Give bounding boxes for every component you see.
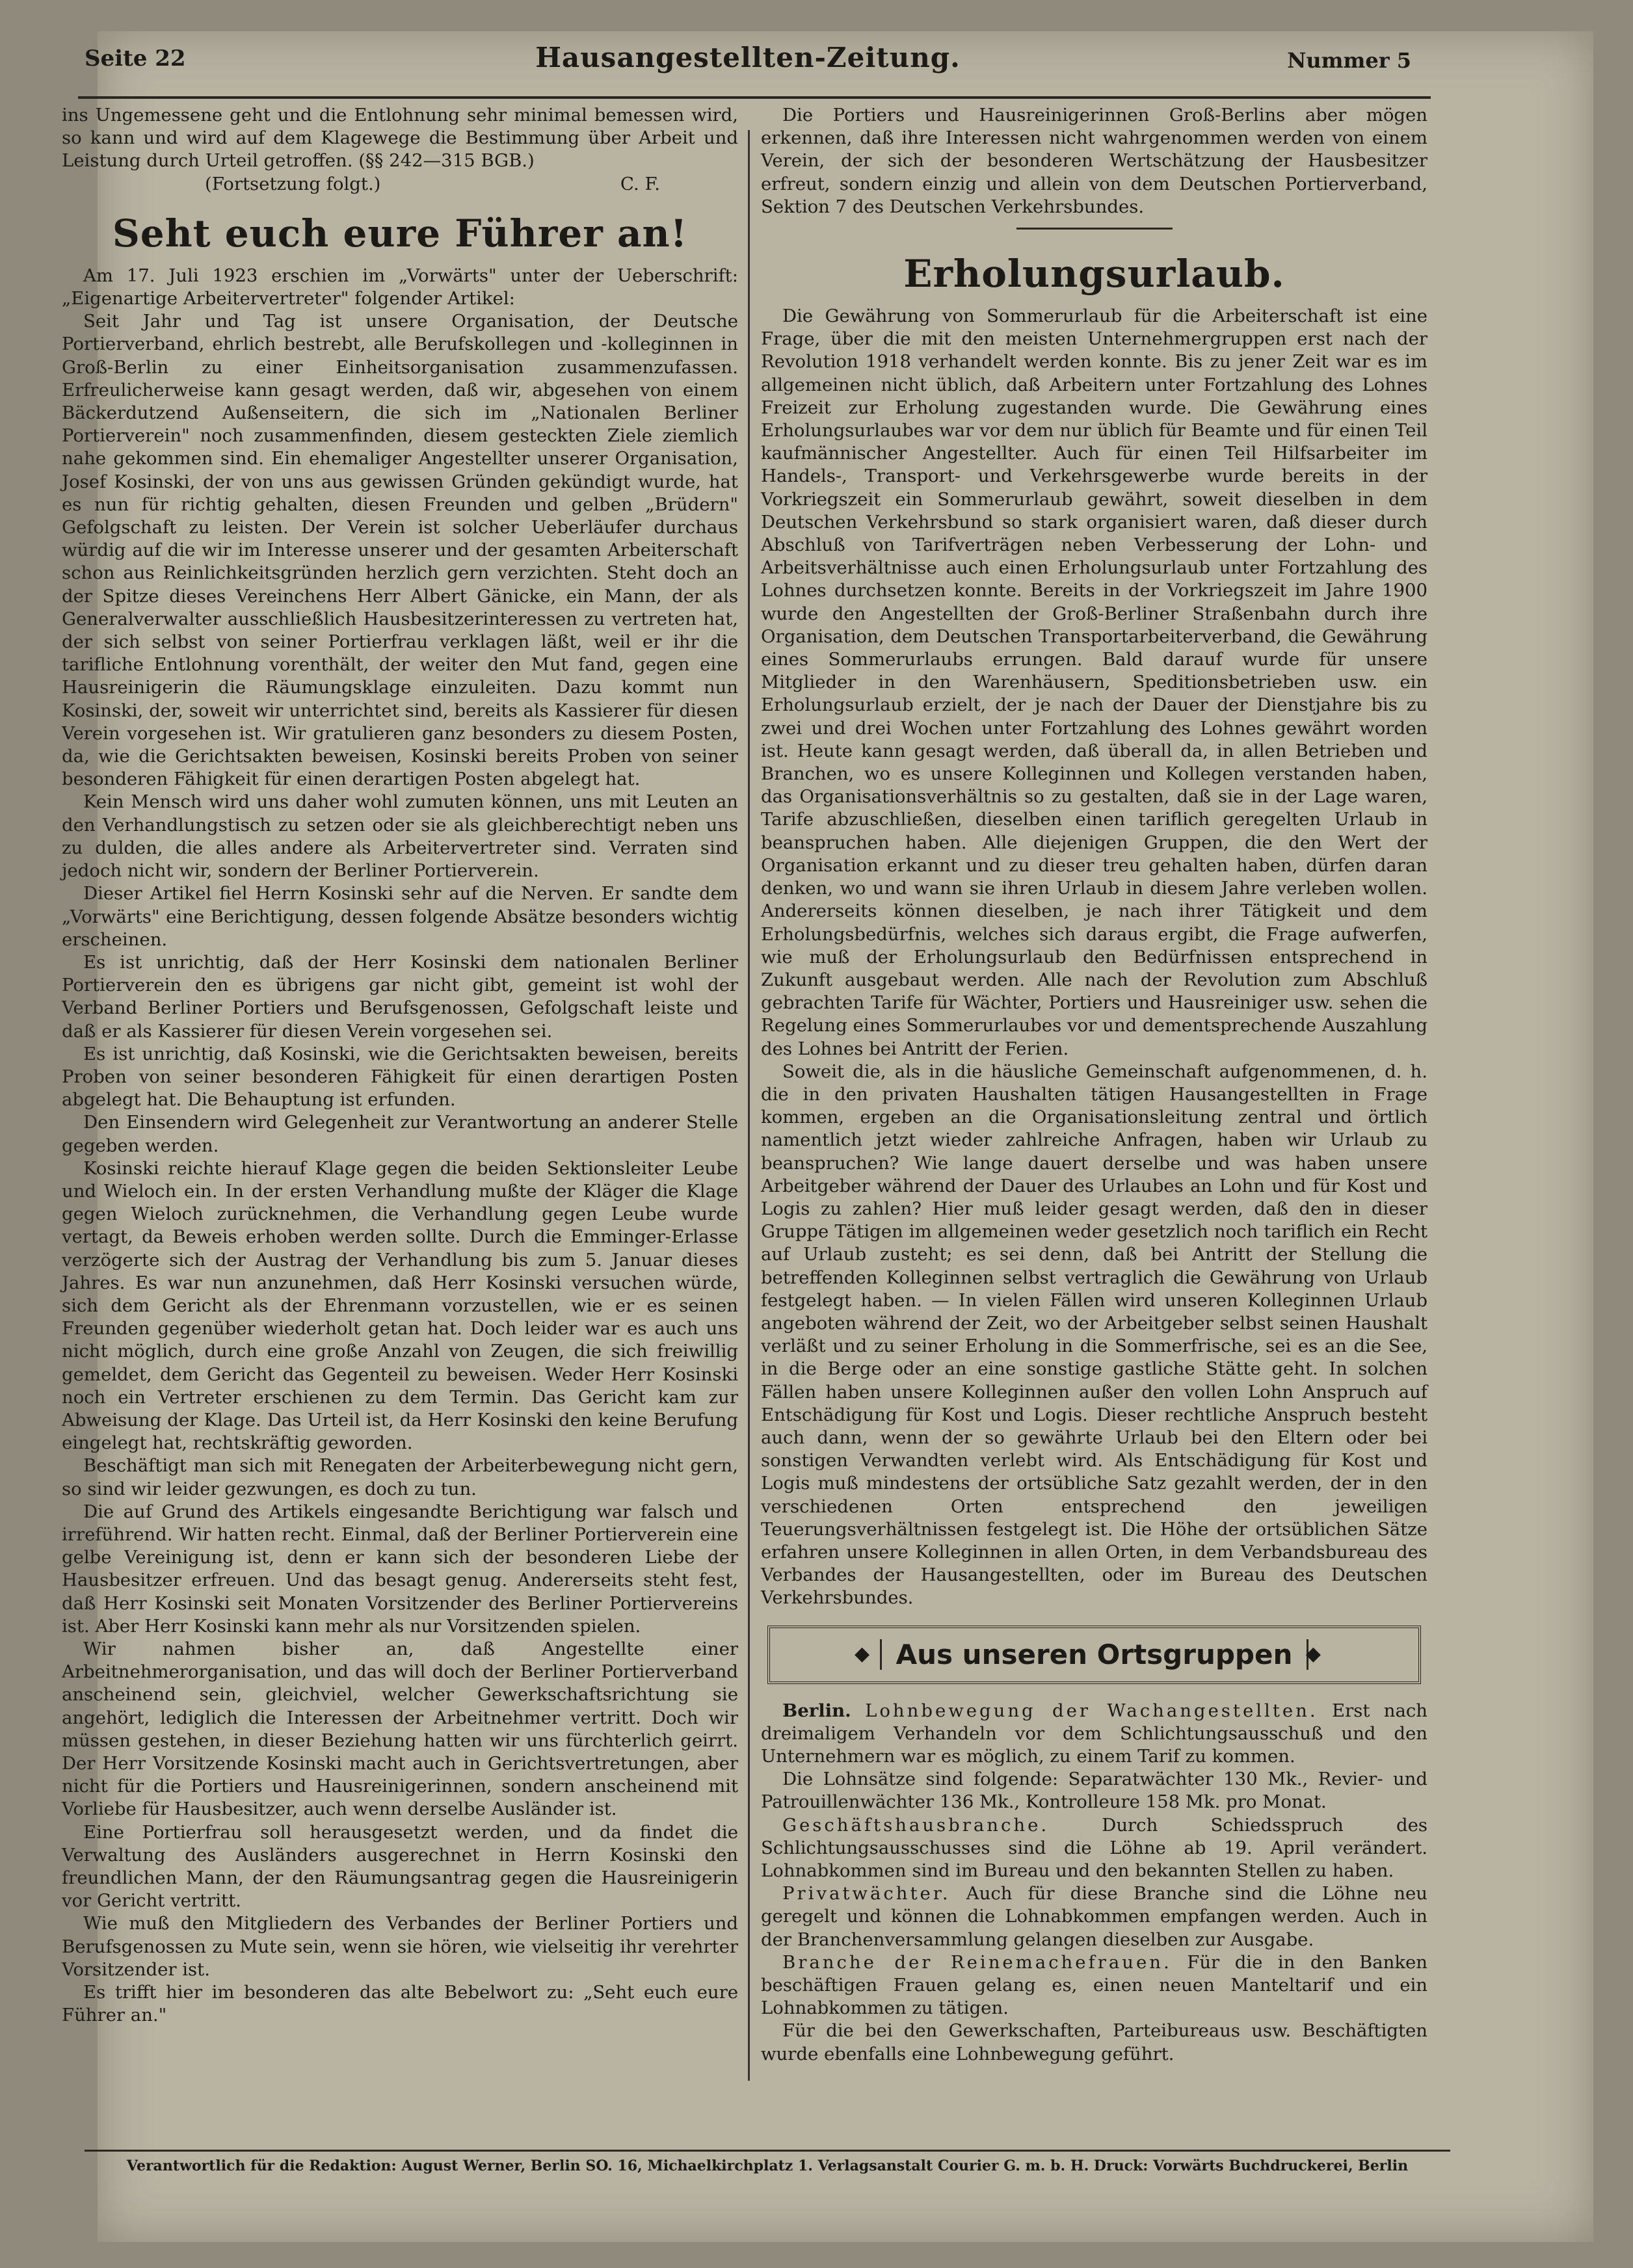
city-label: Berlin.	[782, 1700, 851, 1721]
article-title: Erholungsurlaub.	[903, 252, 1285, 297]
paragraph: Wir nahmen bisher an, daß Angestellte einer Arbeitnehmerorganisation, und das will doch der Berliner Portierverband anscheinend sein, gleichviel, welcher Gewerkschaftsrichtung sie angehört, lediglich die Interessen der Arbeitnehmer vertritt. Doch wir müssen gestehen, in dieser Beziehung hatten wir uns fürchterlich geirrt. Der Herr Vorsitzende Kosinski macht auch in Gerichtsvertretungen, aber nicht für die Portiers und Hausreinigerinnen, sondern anscheinend mit Vorliebe für Hausbesitzer, auch wenn derselbe Ausländer ist.	[62, 1639, 738, 1820]
paragraph-text: Die Lohnsätze sind folgende: Separatwächter 130 Mk., Revier- und Patrouillenwächter 136 Mk., Kontrolleure 158 Mk. pro Monat.	[761, 1769, 1427, 1813]
page-number: Seite 22	[85, 46, 186, 72]
author-initials: C. F.	[620, 173, 660, 194]
paragraph: Kosinski reichte hierauf Klage gegen die beiden Sektionsleiter Leube und Wieloch ein. In der ersten Verhandlung mußte der Kläger die Klage gegen Wieloch zurücknehmen, die Verhandlung gegen Leube wurde vertagt, da Beweis erhoben werden sollte. Durch die Emminger-Erlasse verzögerte sich der Austrag der Verhandlung bis zum 5. Januar dieses Jahres. Es war nun anzunehmen, daß Herr Kosinski versuchen würde, sich dem Gericht als der Ehrenmann vorzustellen, wie er es seinen Freunden gegenüber wiederholt getan hat. Doch leider war es auch uns nicht möglich, durch eine große Anzahl von Zeugen, die sich freiwillig gemeldet, dem Gericht das Gegenteil zu beweisen. Weder Herr Kosinski noch ein Vertreter erschienen zu dem Termin. Das Gericht kam zur Abweisung der Klage. Das Urteil ist, da Herr Kosinski den keine Berufung eingelegt hat, rechtskräftig geworden.	[62, 1157, 738, 1454]
paragraph: Die Gewährung von Sommerurlaub für die Arbeiterschaft ist eine Frage, über die mit den meisten Unternehmergruppen erst nach der Revolution 1918 verhandelt werden konnte. Bis zu jener Zeit war es im allgemeinen nicht üblich, daß Arbeitern unter Fortzahlung des Lohnes Freizeit zur Erholung zugestanden wurde. Die Gewährung eines Erholungsurlaubes war vor dem nur üblich für Beamte und für einen Teil kaufmännischer Angestellter. Auch für einen Teil Hilfsarbeiter im Handels-, Transport- und Verkehrsgewerbe wurde bereits in der Vorkriegszeit ein Sommerurlaub gewährt, soweit dieselben in dem Deutschen Verkehrsbund so stark organisiert waren, daß dieser durch Abschluß von Tarifverträgen neben Verbesserung der Lohn- und Arbeitsverhältnisse auch einen Erholungsurlaub unter Fortzahlung des Lohnes durchsetzen konnte. Bereits in der Vorkriegszeit im Jahre 1900 wurde den Angestellten der Groß-Berliner Straßenbahn durch ihre Organisation, dem Deutschen Transportarbeiterverband, die Gewährung eines Sommerurlaubs errungen. Bald darauf wurde für unsere Mitglieder in den Warenhäusern, Speditionsbetrieben usw. ein Erholungsurlaub erzielt, der je nach der Dauer der Dienstjahre bis zu zwei und drei Wochen unter Fortzahlung des Lohnes gewährt worden ist. Heute kann gesagt werden, daß überall da, in allen Betrieben und Branchen, wo es unsere Kolleginnen und Kollegen verstanden haben, das Organisationsverhältnis so zu gestalten, daß sie in der Lage waren, Tarife abzuschließen, dieselben einen tariflich geregelten Urlaub in beanspruchen haben. Alle diejenigen Gruppen, die den Wert der Organisation erkannt und zu dieser treu gehalten haben, dürfen daran denken, wo und wann sie ihren Urlaub in diesem Jahre verleben wollen. Andererseits können dieselben, je nach ihrer Tätigkeit und dem Erholungsbedürfnis, welches sich daraus ergibt, die Frage aufwerfen, wie muß der Erholungsurlaub den Bedürfnissen entsprechend in Zukunft ausgebaut werden. Alle nach der Revolution zum Abschluß gebrachten Tarife für Wächter, Portiers und Hausreiniger usw. sehen die Regelung eines Sommerurlaubes vor und dementsprechende Auszahlung des Lohnes bei Antritt der Ferien.	[761, 306, 1427, 1059]
newspaper-title: Hausangestellten-Zeitung.	[535, 42, 961, 73]
paragraph: Am 17. Juli 1923 erschien im „Vorwärts" unter der Ueberschrift: „Eigenartige Arbeitervertreter" folgender Artikel:	[62, 265, 738, 310]
header-rule	[78, 96, 1431, 99]
issue-number: Nummer 5	[1287, 48, 1411, 73]
section-box	[767, 1626, 1421, 1684]
section-paragraph	[761, 1768, 1427, 1813]
diamond-ornament-icon: ◆	[1305, 1642, 1321, 1665]
paragraph: Eine Portierfrau soll herausgesetzt werden, und da findet die Verwaltung des Ausländers ausgerechnet in Herrn Kosinski den freundlichen Mann, der den Räumungsantrag gegen die Hausreinigerin vor Gericht vertritt.	[62, 1821, 738, 1912]
column-divider	[748, 130, 750, 2081]
section-paragraph	[761, 1882, 1427, 1951]
paragraph: Wie muß den Mitgliedern des Verbandes der Berliner Portiers und Berufsgenossen zu Mute sein, wenn sie hören, wie vielseitig ihr verehrter Vorsitzender ist.	[62, 1913, 738, 1980]
previous-article-ending: ins Ungemessene geht und die Entlohnung sehr minimal bemessen wird, so kann und wird auf dem Klagewege die Bestimmung über Arbeit und Leistung durch Urteil getroffen. (§§ 242—315 BGB.)	[62, 105, 738, 172]
paragraph-text: Für die in den Banken beschäftigen Frauen gelang es, einen neuen Manteltarif und ein Lohnabkommen zu tätigen.	[761, 1951, 1427, 2019]
paragraph-text: Erst nach dreimaligem Verhandeln vor dem Schlichtungsausschuß und den Unternehmern war es möglich, zu einem Tarif zu kommen.	[761, 1700, 1427, 1767]
article-title: Seht euch eure Führer an!	[112, 211, 688, 256]
previous-article-ending: Die Portiers und Hausreinigerinnen Groß-Berlins aber mögen erkennen, daß ihre Interessen nicht wahrgenommen werden von einem Verein, der sich der besonderen Wertschätzung der Hausbesitzer erfreut, sondern einzig und allein von dem Deutschen Portierverband, Sektion 7 des Deutschen Verkehrsbundes.	[761, 105, 1427, 217]
paragraph: Die auf Grund des Artikels eingesandte Berichtigung war falsch und irreführend. Wir hatten recht. Einmal, daß der Berliner Portierverein eine gelbe Vereinigung ist, denn er kann sich der besonderen Liebe der Hausbesitzer erfreuen. Und das besagt genug. Andererseits steht fest, daß Herr Kosinski seit Monaten Vorsitzender des Berliner Portiervereins ist. Aber Herr Kosinski kann mehr als nur Vorsitzenden spielen.	[62, 1501, 738, 1637]
imprint-footer: Verantwortlich für die Redaktion: August Werner, Berlin SO. 16, Michaelkirchplatz 1. Verlagsanstalt Courier G. m. b. H. Druck: Vorwärts Buchdruckerei, Berlin	[126, 2157, 1409, 2174]
paragraph-text: Für die bei den Gewerkschaften, Parteibureaus usw. Beschäftigten wurde ebenfalls eine Lohnbewegung geführt.	[761, 2020, 1427, 2064]
right-column	[761, 104, 1427, 2066]
paragraph-text: Durch Schiedsspruch des Schlichtungsausschusses sind die Löhne ab 19. April verändert. Lohnabkommen sind im Bureau und den bekannten Stellen zu haben.	[761, 1814, 1427, 1882]
subheading: Lohnbewegung der Wachangestellten.	[865, 1700, 1318, 1721]
article-separator	[1016, 228, 1173, 230]
subheading: Privatwächter.	[782, 1883, 951, 1905]
paragraph: Seit Jahr und Tag ist unsere Organisation, der Deutsche Portierverband, ehrlich bestrebt, alle Berufskollegen und -kolleginnen in Groß-Berlin zu einer Einheitsorganisation zusammenzufassen. Erfreulicherweise kann gesagt werden, daß wir, abgesehen von einem Bäckerdutzend Außenseitern, die sich im „Nationalen Berliner Portierverein" noch zusammenfinden, diesem gesteckten Ziele ziemlich nahe gekommen sind. Ein ehemaliger Angestellter unserer Organisation, Josef Kosinski, der von uns aus gewissen Gründen gekündigt wurde, hat es nun für richtig gehalten, diesen Freunden und gelben „Brüdern" Gefolgschaft zu leisten. Der Verein ist solcher Ueberläufer durchaus würdig auf die wir im Interesse unserer und der gesamten Arbeiterschaft schon aus Reinlichkeitsgründen herzlich gern verzichten. Steht doch an der Spitze dieses Vereinchens Herr Albert Gänicke, ein Mann, der als Generalverwalter ausschließlich Hausbesitzerinteressen zu vertreten hat, der sich selbst von seiner Portierfrau verklagen läßt, weil er ihr die tarifliche Entlohnung vorenthält, der weiter den Mut fand, gegen eine Hausreinigerin die Räumungsklage einzuleiten. Dazu kommt nun Kosinski, der, soweit wir unterrichtet sind, bereits als Kassierer für diesen Verein vorgesehen ist. Wir gratulieren ganz besonders zu diesem Posten, da, wie die Gerichtsakten beweisen, Kosinski bereits Proben von seiner besonderen Fähigkeit für einen derartigen Posten abgelegt hat.	[62, 311, 738, 790]
paragraph: Es trifft hier im besonderen das alte Bebelwort zu: „Seht euch eure Führer an."	[62, 1982, 738, 2026]
footer-rule	[85, 2150, 1450, 2152]
subheading: Geschäftshausbranche.	[782, 1814, 1050, 1836]
article-signoff	[62, 173, 738, 196]
paragraph: Beschäftigt man sich mit Renegaten der Arbeiterbewegung nicht gern, so sind wir leider gezwungen, es doch zu tun.	[62, 1455, 738, 1499]
section-paragraph	[761, 1814, 1427, 1883]
page-header	[85, 34, 1411, 79]
paragraph: Kein Mensch wird uns daher wohl zumuten können, uns mit Leuten an den Verhandlungstisch zu setzen oder sie als gleichberechtigt neben uns zu dulden, die alles andere als Arbeitervertreter sind. Verraten sind jedoch nicht wir, sondern der Berliner Portierverein.	[62, 791, 738, 882]
paragraph: Dieser Artikel fiel Herrn Kosinski sehr auf die Nerven. Er sandte dem „Vorwärts" eine Berichtigung, dessen folgende Absätze besonders wichtig erscheinen.	[62, 883, 738, 950]
continuation-note: (Fortsetzung folgt.)	[205, 173, 381, 194]
section-paragraph	[761, 1951, 1427, 2020]
paragraph: Soweit die, als in die häusliche Gemeinschaft aufgenommenen, d. h. die in den privaten Haushalten tätigen Hausangestellten in Frage kommen, ergeben an die Organisationsleitung zentral und örtlich namentlich jetzt wieder zahlreiche Anfragen, haben wir Urlaub zu beanspruchen? Wie lange dauert derselbe und was haben unsere Arbeitgeber während der Dauer des Urlaubes an Lohn und für Kost und Logis zu zahlen? Hier muß leider gesagt werden, daß den in dieser Gruppe Tätigen im allgemeinen weder gesetzlich noch tariflich ein Recht auf Urlaub zusteht; es sei denn, daß bei Antritt der Stellung die betreffenden Kolleginnen selbst vertraglich die Gewährung von Urlaub festgelegt haben. — In vielen Fällen wird unseren Kolleginnen Urlaub angeboten während der Zeit, wo der Arbeitgeber selbst seinen Haushalt verläßt und zu seiner Erholung in die Sommerfrische, sei es an die See, in die Berge oder an eine sonstige gastliche Stätte geht. In solchen Fällen haben unsere Kolleginnen außer den vollen Lohn Anspruch auf Entschädigung für Kost und Logis. Dieser rechtliche Anspruch besteht auch dann, wenn der so gewährte Urlaub bei den Eltern oder bei sonstigen Verwandten verlebt wird. Als Entschädigung für Kost und Logis muß mindestens der ortsübliche Satz gezahlt werden, der in den verschiedenen Orten entsprechend den jeweiligen Teuerungsverhältnissen festgelegt ist. Die Höhe der ortsüblichen Sätze erfahren unsere Kolleginnen in allen Orten, in dem Verbandsbureau des Verbandes der Hausangestellten, oder im Bureau des Deutschen Verkehrsbundes.	[761, 1061, 1427, 1609]
subheading: Branche der Reinemachefrauen.	[782, 1951, 1172, 1973]
paragraph-text: Auch für diese Branche sind die Löhne neu geregelt und können die Lohnabkommen empfangen werden. Auch in der Branchenversammlung gelangen dieselben zur Ausgabe.	[761, 1883, 1427, 1950]
diamond-ornament-icon: ◆	[855, 1642, 870, 1665]
paragraph: Den Einsendern wird Gelegenheit zur Verantwortung an anderer Stelle gegeben werden.	[62, 1112, 738, 1156]
article-body	[62, 265, 738, 2027]
section-paragraph	[761, 2020, 1427, 2065]
local-groups-section	[761, 1700, 1427, 2066]
left-column	[62, 104, 738, 2027]
paragraph: Es ist unrichtig, daß der Herr Kosinski dem nationalen Berliner Portierverein den es übrigens gar nicht gibt, gemeint ist wohl der Verband Berliner Portiers und Berufsgenossen, Gefolgschaft leiste und daß er als Kassierer für diesen Verein vorgesehen sei.	[62, 951, 738, 1042]
section-title: Aus unseren Ortsgruppen	[880, 1639, 1309, 1670]
section-paragraph	[761, 1700, 1427, 1769]
paragraph: Es ist unrichtig, daß Kosinski, wie die Gerichtsakten beweisen, bereits Proben von seiner besonderen Fähigkeit für einen derartigen Posten abgelegt hat. Die Behauptung ist erfunden.	[62, 1043, 738, 1111]
article-body	[761, 305, 1427, 1610]
